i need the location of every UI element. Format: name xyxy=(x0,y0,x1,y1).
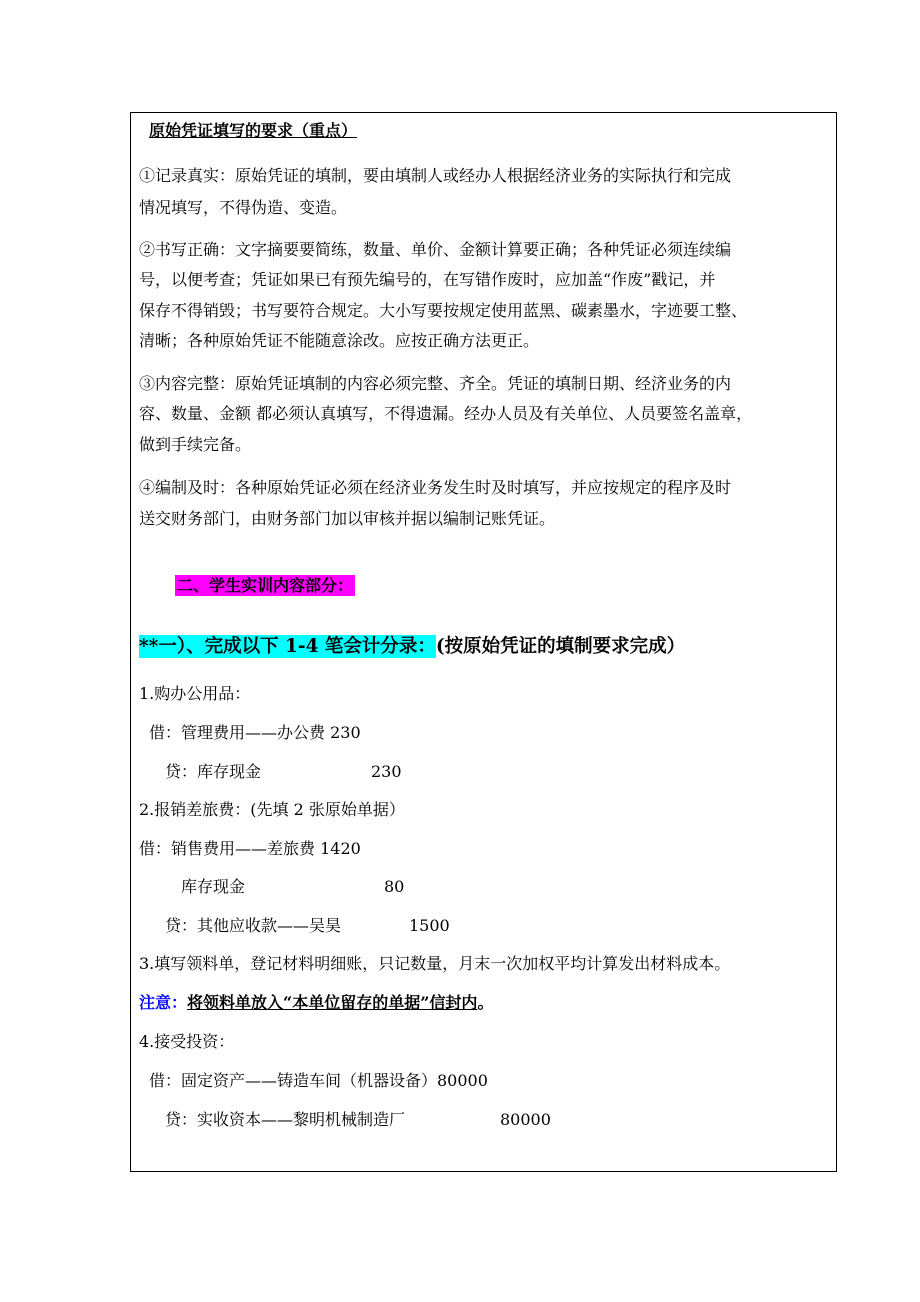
entry-3-note xyxy=(139,993,493,1013)
paragraph-1-line-1: ①记录真实：原始凭证的填制，要由填制人或经办人根据经济业务的实际执行和完成 xyxy=(139,166,732,185)
paragraph-3-line-2: 容、数量、金额 都必须认真填写，不得遗漏。经办人员及有关单位、人员要签名盖章， xyxy=(139,404,753,423)
paragraph-3-line-1: ③内容完整：原始凭证填制的内容必须完整、齐全。凭证的填制日期、经济业务的内 xyxy=(139,374,732,393)
entry-4-debit: 借：固定资产——铸造车间（机器设备）80000 xyxy=(149,1071,488,1090)
task-heading-rest: (按原始凭证的填制要求完成） xyxy=(435,636,686,657)
entry-2-debit-2-amount: 80 xyxy=(384,877,405,896)
paragraph-2-line-4: 清晰；各种原始凭证不能随意涂改。应按正确方法更正。 xyxy=(139,331,540,350)
paragraph-2-line-3: 保存不得销毁；书写要符合规定。大小写要按规定使用蓝黑、碳素墨水，字迹要工整、 xyxy=(139,301,748,320)
note-text: 将领料单放入“本单位留存的单据”信封内 xyxy=(187,993,478,1012)
entry-2-credit-amount: 1500 xyxy=(409,916,450,935)
paragraph-2-line-1: ②书写正确：文字摘要要简练，数量、单价、金额计算要正确；各种凭证必须连续编 xyxy=(139,240,732,259)
paragraph-4-line-2: 送交财务部门，由财务部门加以审核并据以编制记账凭证。 xyxy=(139,509,556,528)
entry-2-debit-2: 库存现金 xyxy=(181,877,246,896)
paragraph-2-line-2: 号，以便考查；凭证如果已有预先编号的，在写错作废时，应加盖“作废”戳记，并 xyxy=(139,270,716,289)
task-heading-highlight: **一）、完成以下 1-4 笔会计分录： xyxy=(139,636,436,657)
student-training-heading xyxy=(175,576,355,596)
paragraph-3-line-3: 做到手续完备。 xyxy=(139,435,252,454)
entry-2-title: 2.报销差旅费：(先填 2 张原始单据） xyxy=(139,800,405,819)
section-title: 原始凭证填写的要求（重点） xyxy=(149,121,358,140)
entry-4-credit-amount: 80000 xyxy=(500,1110,551,1129)
entry-4-credit: 贷：实收资本——黎明机械制造厂 xyxy=(165,1110,406,1129)
entry-2-credit: 贷：其他应收款——吴昊 xyxy=(165,916,342,935)
task-heading xyxy=(139,634,685,660)
entry-1-credit-amount: 230 xyxy=(371,762,402,781)
entry-3-title: 3.填写领料单，登记材料明细账，只记数量，月末一次加权平均计算发出材料成本。 xyxy=(139,954,731,973)
note-end: 。 xyxy=(477,993,494,1012)
entry-1-debit: 借：管理费用——办公费 230 xyxy=(149,723,361,742)
entry-4-title: 4.接受投资： xyxy=(139,1032,235,1051)
entry-1-credit: 贷：库存现金 xyxy=(165,762,262,781)
entry-2-debit: 借：销售费用——差旅费 1420 xyxy=(139,839,361,858)
paragraph-4-line-1: ④编制及时：各种原始凭证必须在经济业务发生时及时填写，并应按规定的程序及时 xyxy=(139,478,732,497)
note-label: 注意： xyxy=(139,993,188,1012)
paragraph-1-line-2: 情况填写，不得伪造、变造。 xyxy=(139,198,348,217)
entry-1-title: 1.购办公用品： xyxy=(139,684,251,703)
student-training-heading-text: 二、学生实训内容部分： xyxy=(177,576,354,595)
